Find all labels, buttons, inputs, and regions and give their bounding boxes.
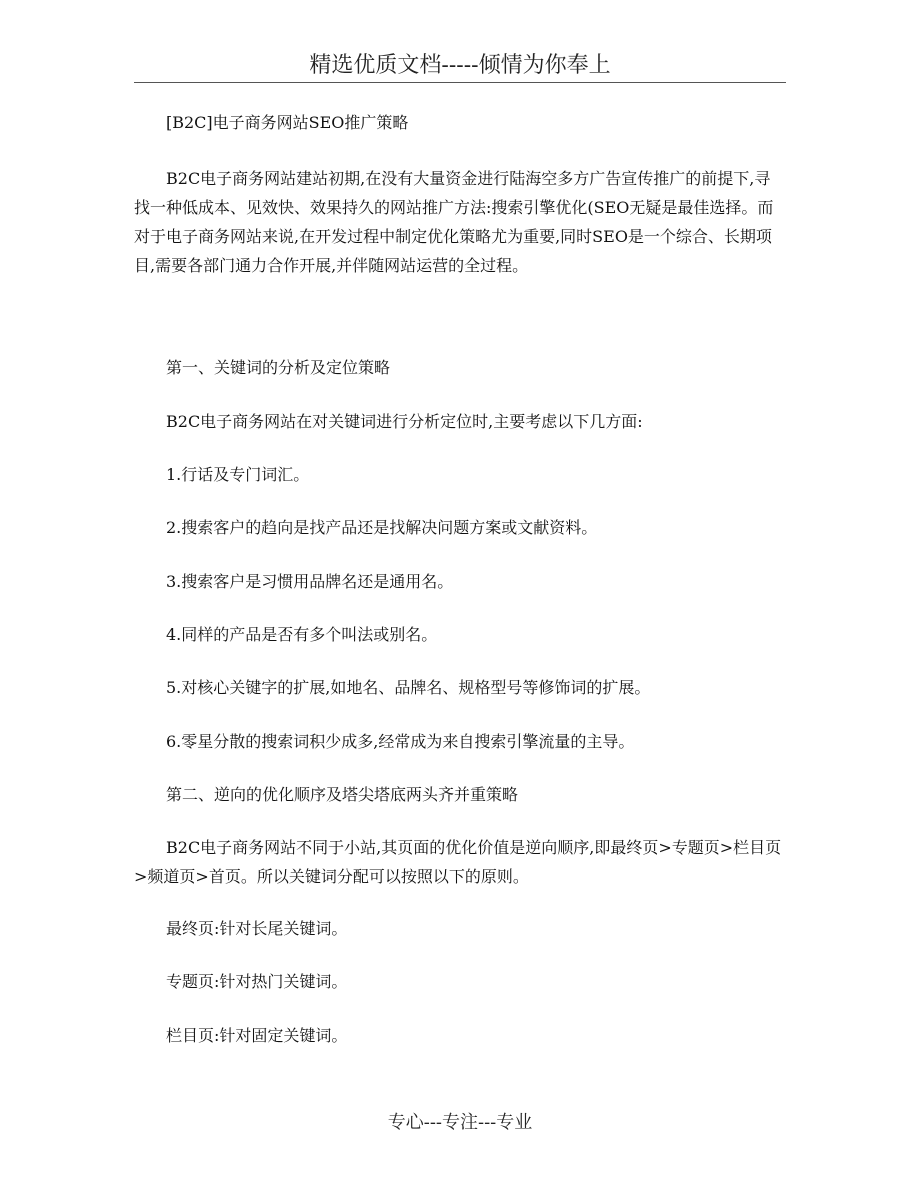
section-2-paragraph: B2C电子商务网站不同于小站,其页面的优化价值是逆向顺序,即最终页>专题页>栏目页>频道页>首页。所以关键词分配可以按照以下的原则。 (134, 838, 782, 886)
list-item: 专题页:针对热门关键词。 (166, 972, 348, 991)
page-header: 精选优质文档-----倾情为你奉上 (309, 53, 611, 78)
document-title: [B2C]电子商务网站SEO推广策略 (166, 113, 409, 132)
list-item: 2.搜索客户的趋向是找产品还是找解决问题方案或文献资料。 (166, 518, 598, 537)
intro-paragraph: B2C电子商务网站建站初期,在没有大量资金进行陆海空多方广告宣传推广的前提下,寻找一种低成本、见效快、效果持久的网站推广方法:搜索引擎优化(SEO无疑是最佳选择。而对于电子商务网站来说,在开发过程中制定优化策略尤为重要,同时SEO是一个综合、长期项目,需要各部门通力合作开展,并伴随网站运营的全过程。 (134, 169, 774, 275)
section-2-heading: 第二、逆向的优化顺序及塔尖塔底两头齐并重策略 (166, 785, 519, 804)
list-item: 3.搜索客户是习惯用品牌名还是通用名。 (166, 572, 454, 591)
list-item: 4.同样的产品是否有多个叫法或别名。 (166, 625, 438, 644)
list-item: 1.行话及专门词汇。 (166, 465, 310, 484)
list-item: 5.对核心关键字的扩展,如地名、品牌名、规格型号等修饰词的扩展。 (166, 678, 651, 697)
list-item: 栏目页:针对固定关键词。 (166, 1026, 348, 1045)
list-item: 最终页:针对长尾关键词。 (166, 919, 348, 938)
page-footer: 专心---专注---专业 (387, 1112, 533, 1133)
list-item: 6.零星分散的搜索词积少成多,经常成为来自搜索引擎流量的主导。 (166, 732, 635, 751)
header-divider (134, 82, 786, 83)
section-1-heading: 第一、关键词的分析及定位策略 (166, 358, 391, 377)
section-1-lead: B2C电子商务网站在对关键词进行分析定位时,主要考虑以下几方面: (166, 412, 643, 431)
